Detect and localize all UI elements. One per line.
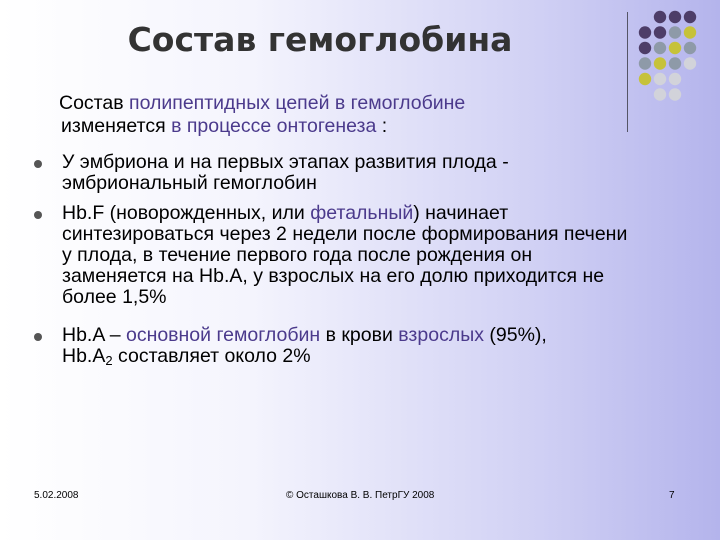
decorative-dot: [684, 11, 696, 23]
decorative-dot: [654, 11, 666, 23]
decorative-dot: [669, 11, 681, 23]
decorative-dot: [654, 73, 666, 85]
bullet-marker: [34, 160, 42, 168]
footer-date: 5.02.2008: [34, 490, 79, 501]
slide-title: Состав гемоглобина: [127, 20, 513, 59]
bullet-text: Hb.A –: [62, 324, 126, 346]
intro-word: изменяется: [61, 115, 172, 137]
intro-highlight: полипептидных цепей в гемоглобине: [129, 92, 466, 114]
intro-word: Состав: [59, 92, 130, 114]
bullet-marker: [34, 211, 42, 219]
bullet-text: (95%),: [483, 324, 547, 346]
intro-text: [59, 92, 619, 138]
decorative-dot: [684, 26, 696, 38]
bullet-text: ) начинает синтезироваться через 2 недели после формирования печени у плода, в течение первого года после рождения он заменяется на Hb.A, у взрослых на его долю приходится не более 1,5%: [62, 202, 628, 308]
bullet-text: в крови: [320, 324, 399, 346]
bullet-text: Hb.A: [62, 345, 106, 367]
decorative-dot: [654, 42, 666, 54]
subscript: 2: [105, 353, 113, 368]
decorative-dot: [669, 88, 681, 100]
bullet-highlight: основной гемоглобин: [125, 324, 321, 346]
bullet-highlight: взрослых: [398, 324, 484, 346]
footer-copyright: © Осташкова В. В. ПетрГУ 2008: [286, 490, 435, 501]
bullet-item-1: У эмбриона и на первых этапах развития плода - эмбриональный гемоглобин: [62, 151, 509, 194]
intro-highlight: в процессе онтогенеза: [171, 115, 377, 137]
intro-colon: :: [376, 115, 388, 137]
decorative-dot: [669, 57, 681, 69]
decorative-dot: [639, 73, 651, 85]
bullet-item-3: [62, 325, 642, 367]
decorative-dot: [669, 73, 681, 85]
decorative-dot: [684, 42, 696, 54]
bullet-highlight: фетальный: [310, 202, 414, 224]
bullet-text: Hb.F (новорожденных, или: [62, 202, 311, 224]
decorative-dot: [669, 42, 681, 54]
footer-page-number: 7: [669, 490, 675, 501]
decorative-dot: [639, 26, 651, 38]
decorative-dot: [654, 26, 666, 38]
decorative-dot: [669, 26, 681, 38]
decorative-dot: [684, 57, 696, 69]
decorative-dot: [654, 88, 666, 100]
decorative-dot: [654, 57, 666, 69]
decorative-dot: [639, 42, 651, 54]
intro-line-1: [59, 92, 619, 115]
bullet-text: составляет около 2%: [112, 345, 311, 367]
bullet-marker: [34, 333, 42, 341]
decorative-dot: [639, 57, 651, 69]
intro-line-2: [59, 115, 619, 138]
bullet-item-2: [62, 203, 642, 308]
